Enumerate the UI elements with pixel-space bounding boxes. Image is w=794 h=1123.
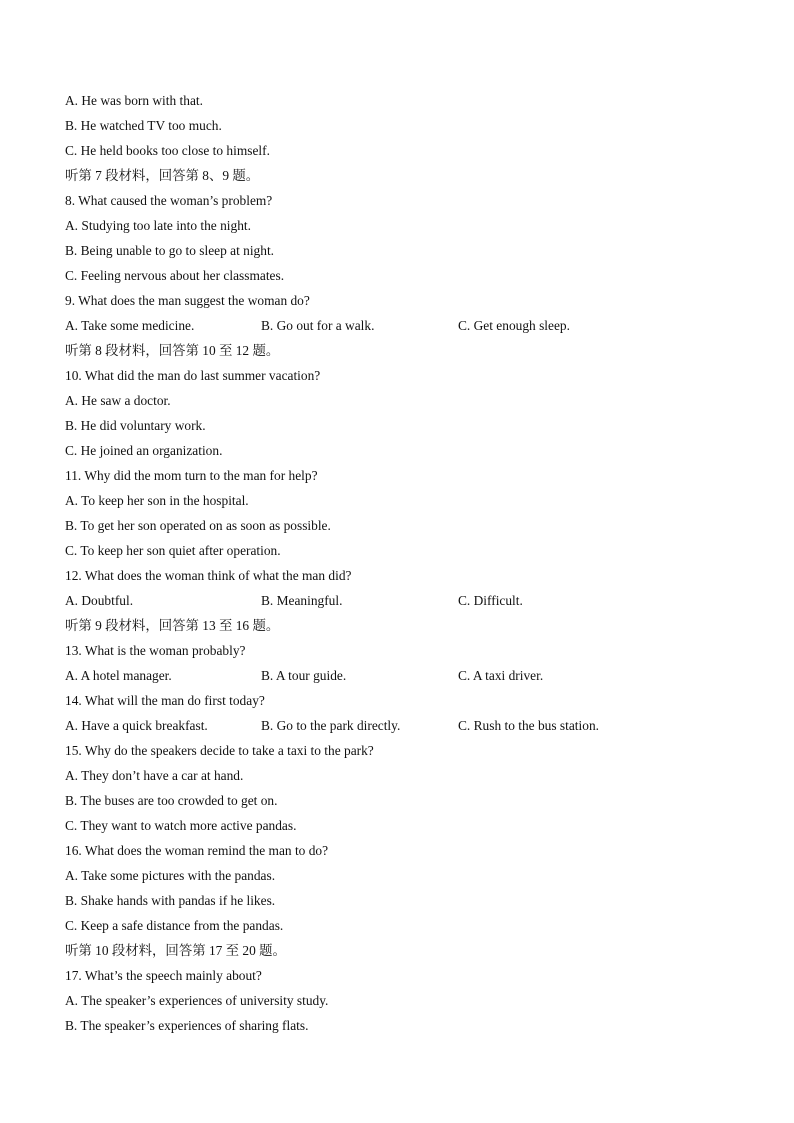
answer-option: B. Shake hands with pandas if he likes.	[65, 893, 276, 908]
answer-option: A. To keep her son in the hospital.	[65, 493, 249, 508]
question-text: 8. What caused the woman’s problem?	[65, 193, 273, 208]
answer-option: B. Go to the park directly.	[261, 718, 401, 733]
answer-option: B. He did voluntary work.	[65, 418, 206, 433]
listening-questions	[65, 88, 765, 1038]
answer-option: A. Doubtful.	[65, 593, 134, 608]
section-instruction: 听第 8 段材料，回答第 10 至 12 题。	[65, 343, 280, 358]
answer-option: A. Take some medicine.	[65, 318, 195, 333]
question-text: 16. What does the woman remind the man to do?	[65, 843, 329, 858]
answer-option: A. Studying too late into the night.	[65, 218, 251, 233]
answer-option: B. He watched TV too much.	[65, 118, 222, 133]
answer-option: A. Take some pictures with the pandas.	[65, 868, 276, 883]
answer-options-row	[65, 713, 765, 738]
question-text: 15. Why do the speakers decide to take a taxi to the park?	[65, 743, 374, 758]
answer-option: C. Keep a safe distance from the pandas.	[65, 918, 284, 933]
question-text: 14. What will the man do first today?	[65, 693, 265, 708]
question-text: 17. What’s the speech mainly about?	[65, 968, 262, 983]
section-instruction: 听第 10 段材料，回答第 17 至 20 题。	[65, 943, 286, 958]
answer-option: B. The speaker’s experiences of sharing flats.	[65, 1018, 309, 1033]
answer-options-row	[65, 588, 765, 613]
answer-option: C. Feeling nervous about her classmates.	[65, 268, 285, 283]
answer-option: C. He held books too close to himself.	[65, 143, 270, 158]
answer-option: A. A hotel manager.	[65, 668, 172, 683]
answer-option: C. Get enough sleep.	[458, 318, 570, 333]
answer-option: C. A taxi driver.	[458, 668, 544, 683]
answer-option: C. Rush to the bus station.	[458, 718, 599, 733]
answer-option: B. Meaningful.	[261, 593, 343, 608]
question-text: 9. What does the man suggest the woman do?	[65, 293, 310, 308]
question-text: 13. What is the woman probably?	[65, 643, 246, 658]
question-text: 11. Why did the mom turn to the man for help?	[65, 468, 318, 483]
answer-option: B. Go out for a walk.	[261, 318, 375, 333]
question-text: 12. What does the woman think of what the man did?	[65, 568, 352, 583]
answer-option: A. The speaker’s experiences of university study.	[65, 993, 329, 1008]
answer-option: A. He was born with that.	[65, 93, 203, 108]
answer-option: A. Have a quick breakfast.	[65, 718, 208, 733]
answer-options-row	[65, 663, 765, 688]
section-instruction: 听第 7 段材料，回答第 8、9 题。	[65, 168, 260, 183]
answer-option: B. Being unable to go to sleep at night.	[65, 243, 275, 258]
answer-option: A. They don’t have a car at hand.	[65, 768, 244, 783]
question-text: 10. What did the man do last summer vacation?	[65, 368, 321, 383]
answer-option: C. He joined an organization.	[65, 443, 223, 458]
answer-option: B. To get her son operated on as soon as possible.	[65, 518, 331, 533]
answer-option: C. They want to watch more active pandas.	[65, 818, 297, 833]
answer-option: A. He saw a doctor.	[65, 393, 171, 408]
answer-options-row	[65, 313, 765, 338]
answer-option: C. Difficult.	[458, 593, 523, 608]
section-instruction: 听第 9 段材料，回答第 13 至 16 题。	[65, 618, 280, 633]
answer-option: B. The buses are too crowded to get on.	[65, 793, 278, 808]
answer-option: C. To keep her son quiet after operation.	[65, 543, 281, 558]
answer-option: B. A tour guide.	[261, 668, 347, 683]
